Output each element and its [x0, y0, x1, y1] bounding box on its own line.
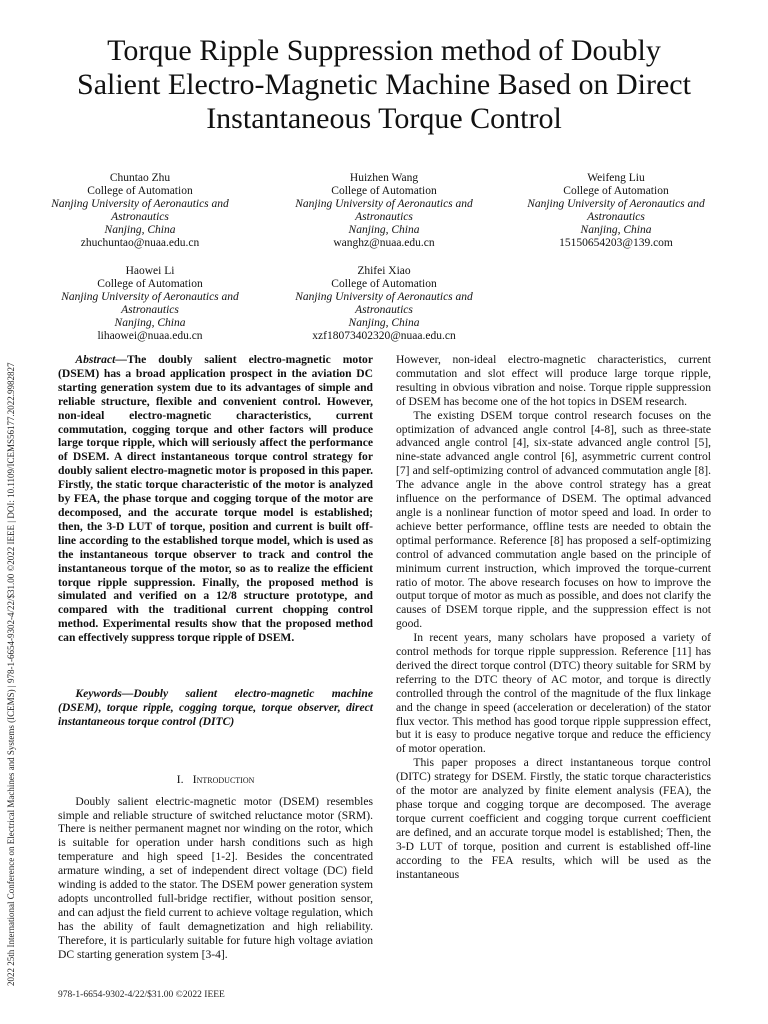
title-line: Instantaneous Torque Control — [206, 102, 562, 135]
author-name: Chuntao Zhu — [109, 172, 171, 184]
paragraph: The existing DSEM torque control research focuses on the optimization of advanced angle control [4-8], such as three-state advanced angle control [4], six-state advanced angle control [5], nine-state advanced angle control [6], asymmetric current control [7] and self-optimizing control of advanced commutation angle [8]. The advance angle in the above control strategy has a great influence on the performance of DSEM. The optimal advanced angle is a nonlinear function of motor speed and load. In order to achieve better performance, offline tests are needed to obtain the optimal performance. Reference [8] has proposed a self-optimizing control of advanced commutation angle based on the principle of minimum current instruction, which improved the torque-current ratio of motor. The above research focuses on how to improve the output torque of motor as much as possible, and does not clarify the causes of DSEM torque ripple, and the suppression effect is not good. — [396, 408, 711, 631]
left-column — [58, 353, 373, 962]
author-dept: College of Automation — [97, 278, 203, 290]
author-city: Nanjing, China — [580, 224, 652, 236]
author-univ: Astronautics — [111, 211, 169, 223]
author-name: Haowei Li — [125, 265, 175, 277]
author-dept: College of Automation — [87, 185, 193, 197]
author-block — [274, 265, 494, 343]
author-univ: Astronautics — [121, 304, 179, 316]
right-column — [396, 353, 711, 881]
author-dept: College of Automation — [331, 185, 437, 197]
author-city: Nanjing, China — [104, 224, 176, 236]
author-city: Nanjing, China — [348, 317, 420, 329]
title-line: Torque Ripple Suppression method of Doubly — [107, 34, 661, 67]
section-number: I. — [176, 771, 184, 786]
author-univ: Nanjing University of Aeronautics and — [61, 291, 239, 303]
author-univ: Astronautics — [355, 211, 413, 223]
paper-title — [40, 34, 728, 136]
author-city: Nanjing, China — [348, 224, 420, 236]
author-block — [506, 172, 726, 250]
author-univ: Astronautics — [355, 304, 413, 316]
title-line: Salient Electro-Magnetic Machine Based on Direct — [77, 68, 691, 101]
author-univ: Astronautics — [587, 211, 645, 223]
author-block — [30, 172, 250, 250]
paragraph: This paper proposes a direct instantaneous torque control (DITC) strategy for DSEM. Firstly, the static torque characteristics of the motor are analyzed by finite element analysis (FEA), the phase torque and cogging torque are decomposed. The average torque current coefficient and cogging torque current coefficient are defined, and an accurate torque model is established; Then, the 3-D LUT of torque, position and current is established off-line according to the FEA results, which will be used as the instantaneous — [396, 756, 711, 881]
paragraph: In recent years, many scholars have proposed a variety of control methods for torque ripple suppression. Reference [11] has derived the direct torque control (DTC) theory suitable for SRM by referring to the DTC theory of AC motor, and torque is directly controlled through the control of the magnitude of the flux linkage and the change in speed (acceleration or deceleration) of the stator flux vector. This method has good torque ripple suppression effect, but it is easy to produce negative torque and reduce the efficiency of motor operation. — [396, 631, 711, 756]
author-univ: Nanjing University of Aeronautics and — [295, 291, 473, 303]
author-email[interactable]: zhuchuntao@nuaa.edu.cn — [80, 237, 200, 249]
author-email[interactable]: wanghz@nuaa.edu.cn — [333, 237, 435, 249]
abstract — [58, 353, 373, 645]
keywords: Keywords—Doubly salient electro-magnetic machine (DSEM), torque ripple, cogging torque, torque observer, direct instantaneous torque control (DITC) — [58, 687, 373, 728]
author-dept: College of Automation — [563, 185, 669, 197]
abstract-lead: Abstract— — [75, 353, 127, 366]
section-title: Introduction — [192, 771, 255, 786]
author-name: Weifeng Liu — [587, 172, 645, 184]
doi-sidebar: 2022 25th International Conference on Electrical Machines and Systems (ICEMS) | 978-1-6654-9302-4/22/$31.00 ©2022 IEEE | DOI: 10.1109/ICEMS56177.2022.9982827 — [6, 362, 16, 986]
copyright-footer: 978-1-6654-9302-4/22/$31.00 ©2022 IEEE — [58, 990, 225, 1000]
author-block — [274, 172, 494, 250]
author-block — [40, 265, 260, 343]
author-email[interactable]: lihaowei@nuaa.edu.cn — [97, 330, 203, 342]
abstract-text: The doubly salient electro-magnetic motor (DSEM) has a broad application prospect in the aviation DC starting generation system due to its advantages of simple and reliable structure, flexible and convenient control. However, non-ideal electro-magnetic characteristics, current commutation, cogging torque and other factors will produce large torque ripple, which will seriously affect the performance of DSEM. A direct instantaneous torque control strategy for doubly salient electro-magnetic motor is proposed in this paper. Firstly, the static torque characteristic of the motor is analyzed by FEA, the phase torque and cogging torque of the motor are decomposed, and the accurate torque model is established; then, the 3-D LUT of torque, position and current is built off-line according to the established torque model, which is used as the instantaneous torque observer to track and control the instantaneous torque of the motor, so as to realize the efficient torque ripple suppression. Finally, the proposed method is simulated and verified on a 12/8 structure prototype, and compared with the traditional current chopping control method. Experimental results show that the proposed method can effectively suppress torque ripple of DSEM. — [58, 353, 373, 645]
paragraph: However, non-ideal electro-magnetic characteristics, current commutation and slot effect will produce large torque ripple, resulting in obvious vibration and noise. Torque ripple suppression of DSEM has become one of the hot topics in DSEM research. — [396, 353, 711, 408]
intro-paragraph: Doubly salient electric-magnetic motor (DSEM) resembles simple and reliable structure of switched reluctance motor (SRM). There is neither permanent magnet nor winding on the rotor, which is suitable for operation under harsh conditions such as high temperature and high speed [1-2]. Besides the concentrated armature winding, a set of independent direct voltage (DC) field winding is added to the stator. The DSEM power generation system adopts uncontrolled full-bridge rectifier, without position sensor, and can adjust the field current to achieve voltage regulation, which has the ability of fault demagnetization and high reliability. Therefore, it is particularly suitable for future high voltage aviation DC starting generation system [3-4]. — [58, 794, 373, 961]
author-city: Nanjing, China — [114, 317, 186, 329]
author-name: Huizhen Wang — [349, 172, 419, 184]
author-univ: Nanjing University of Aeronautics and — [51, 198, 229, 210]
author-email[interactable]: 15150654203@139.com — [559, 237, 673, 249]
author-univ: Nanjing University of Aeronautics and — [295, 198, 473, 210]
author-dept: College of Automation — [331, 278, 437, 290]
author-email[interactable]: xzf18073402320@nuaa.edu.cn — [312, 330, 456, 342]
author-univ: Nanjing University of Aeronautics and — [527, 198, 705, 210]
author-name: Zhifei Xiao — [357, 265, 411, 277]
section-heading — [58, 773, 373, 787]
